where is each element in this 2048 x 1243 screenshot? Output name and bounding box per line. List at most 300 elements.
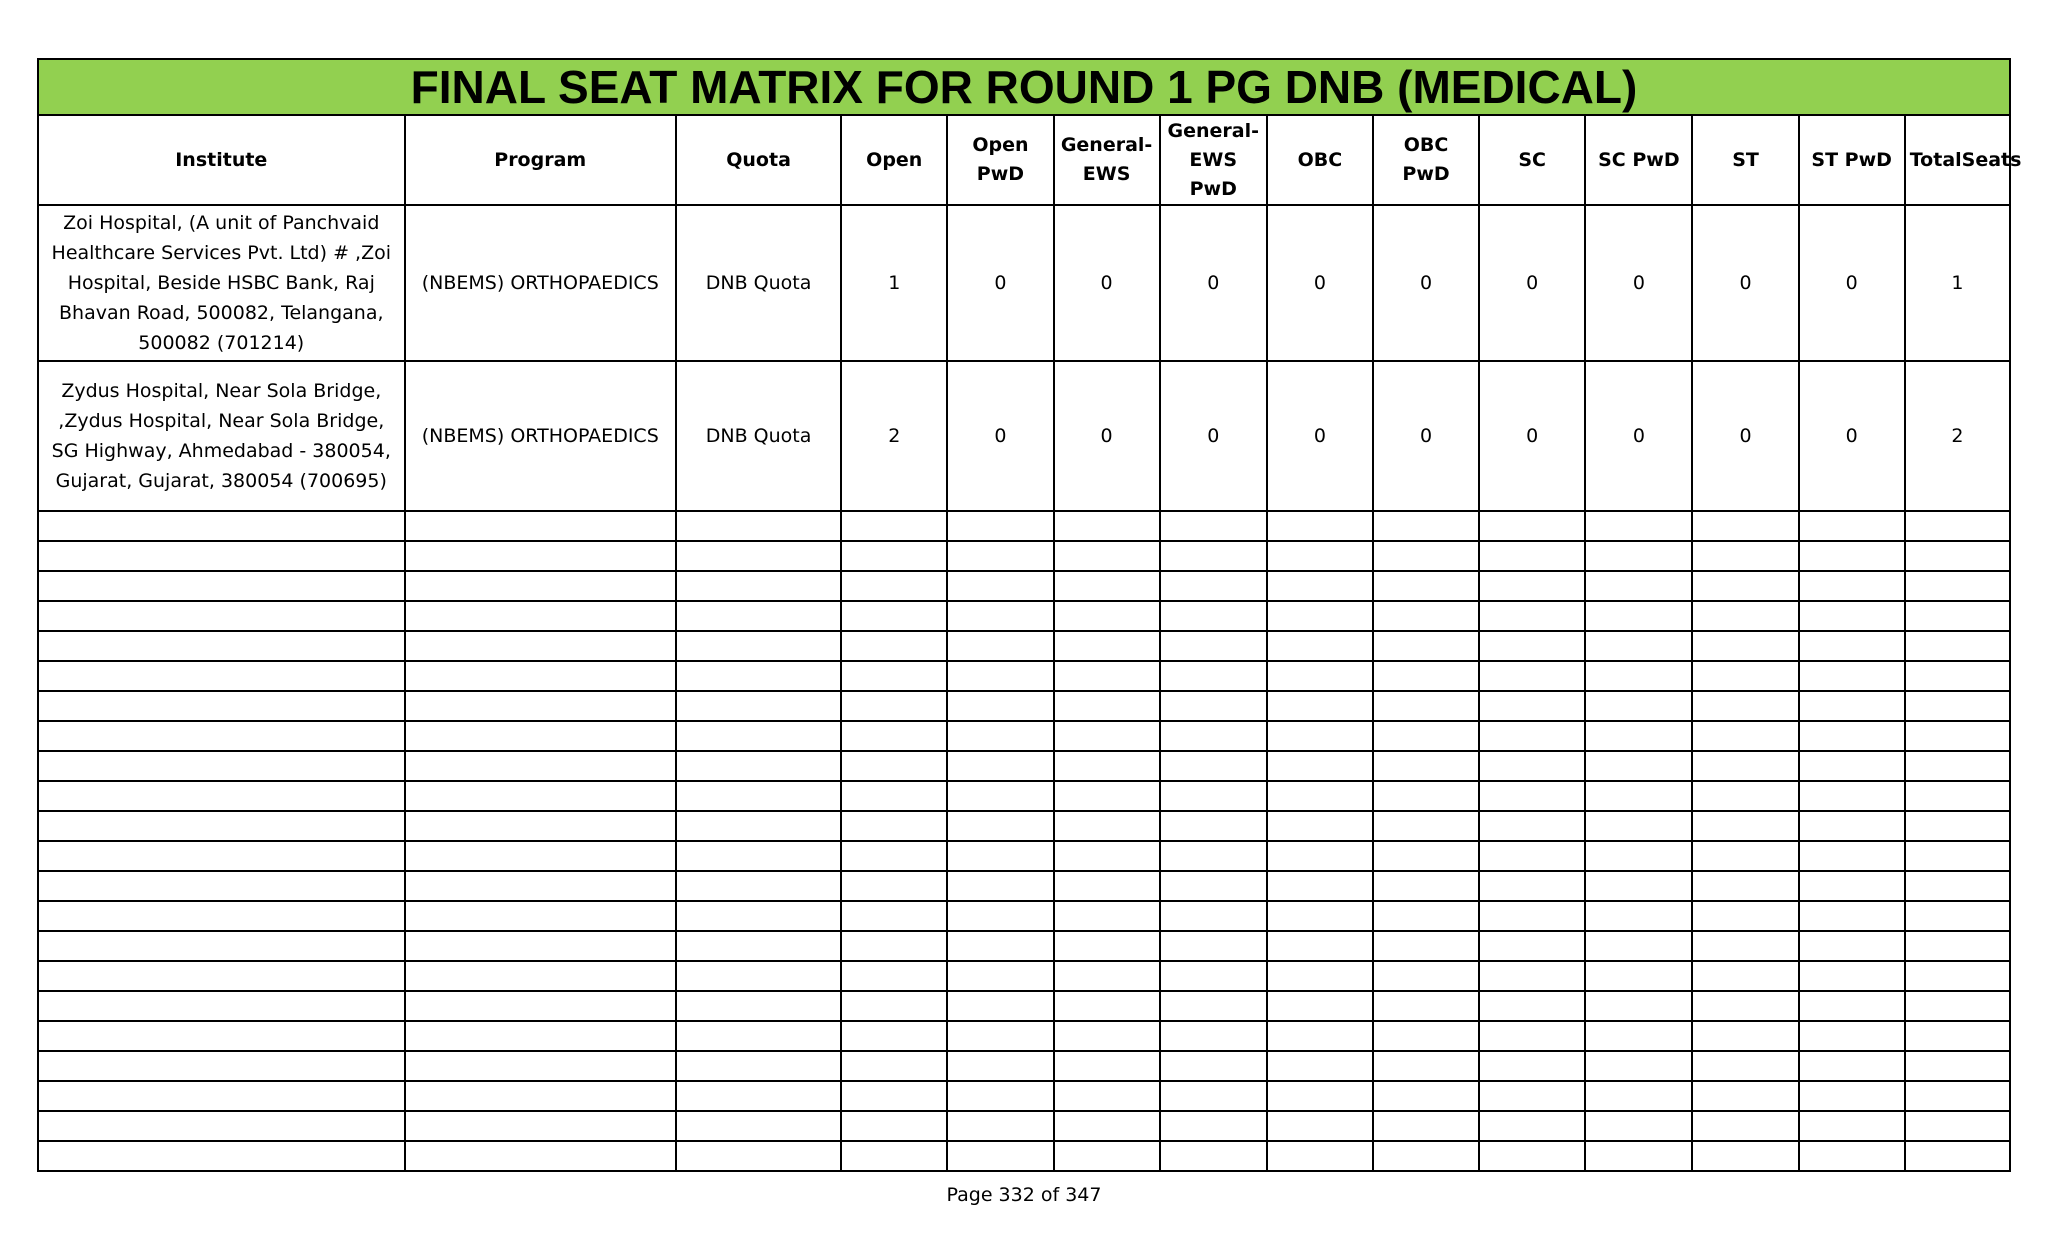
empty-table-row	[38, 991, 2010, 1021]
empty-table-row	[38, 781, 2010, 811]
empty-cell	[1054, 691, 1160, 721]
empty-cell	[1054, 601, 1160, 631]
empty-cell	[38, 811, 405, 841]
empty-cell	[676, 781, 841, 811]
empty-cell	[1585, 571, 1692, 601]
page-title: FINAL SEAT MATRIX FOR ROUND 1 PG DNB (MEDICAL)	[38, 59, 2010, 115]
empty-cell	[405, 991, 676, 1021]
empty-cell	[1054, 631, 1160, 661]
empty-cell	[1373, 541, 1479, 571]
column-header-obc: OBC	[1267, 115, 1373, 205]
empty-table-row	[38, 631, 2010, 661]
empty-cell	[1373, 601, 1479, 631]
empty-cell	[947, 781, 1053, 811]
quota-cell: DNB Quota	[676, 361, 841, 511]
empty-cell	[1905, 781, 2010, 811]
empty-cell	[1905, 691, 2010, 721]
empty-cell	[1479, 1111, 1585, 1141]
empty-cell	[841, 931, 947, 961]
empty-table-row	[38, 1021, 2010, 1051]
empty-cell	[38, 601, 405, 631]
empty-cell	[1585, 751, 1692, 781]
empty-cell	[676, 571, 841, 601]
empty-cell	[676, 871, 841, 901]
empty-cell	[841, 781, 947, 811]
empty-cell	[947, 661, 1053, 691]
empty-cell	[947, 1141, 1053, 1171]
empty-cell	[1692, 871, 1798, 901]
empty-cell	[1160, 1081, 1267, 1111]
empty-cell	[1905, 541, 2010, 571]
empty-cell	[1160, 721, 1267, 751]
empty-cell	[1585, 661, 1692, 691]
column-header-st-pwd: ST PwD	[1799, 115, 1905, 205]
empty-table-row	[38, 1141, 2010, 1171]
empty-cell	[676, 811, 841, 841]
empty-cell	[1160, 1051, 1267, 1081]
empty-cell	[1479, 811, 1585, 841]
empty-cell	[1905, 811, 2010, 841]
empty-cell	[841, 631, 947, 661]
empty-cell	[1054, 721, 1160, 751]
empty-cell	[1585, 721, 1692, 751]
empty-cell	[1585, 841, 1692, 871]
empty-cell	[676, 991, 841, 1021]
empty-cell	[1799, 631, 1905, 661]
empty-cell	[1267, 841, 1373, 871]
empty-cell	[1692, 901, 1798, 931]
column-header-institute: Institute	[38, 115, 405, 205]
empty-cell	[1905, 631, 2010, 661]
empty-cell	[1160, 991, 1267, 1021]
seat-matrix-table	[37, 58, 2022, 1172]
empty-cell	[1267, 991, 1373, 1021]
empty-cell	[1799, 991, 1905, 1021]
empty-cell	[841, 571, 947, 601]
st-cell: 0	[1692, 205, 1798, 361]
empty-cell	[841, 721, 947, 751]
empty-cell	[1267, 721, 1373, 751]
empty-cell	[38, 991, 405, 1021]
empty-cell	[1054, 511, 1160, 541]
general-ews-pwd-cell: 0	[1160, 205, 1267, 361]
empty-cell	[1267, 1021, 1373, 1051]
empty-cell	[1479, 841, 1585, 871]
empty-cell	[1692, 541, 1798, 571]
empty-cell	[1160, 931, 1267, 961]
empty-cell	[1479, 1141, 1585, 1171]
empty-cell	[1799, 661, 1905, 691]
empty-cell	[1267, 1051, 1373, 1081]
empty-cell	[947, 631, 1053, 661]
empty-cell	[1692, 811, 1798, 841]
empty-cell	[1799, 961, 1905, 991]
empty-cell	[1585, 511, 1692, 541]
empty-table-row	[38, 841, 2010, 871]
empty-cell	[1160, 1111, 1267, 1141]
empty-cell	[1905, 1021, 2010, 1051]
empty-table-row	[38, 931, 2010, 961]
empty-cell	[1054, 901, 1160, 931]
empty-cell	[1905, 511, 2010, 541]
empty-cell	[1267, 901, 1373, 931]
empty-cell	[947, 571, 1053, 601]
empty-cell	[1479, 571, 1585, 601]
general-ews-cell: 0	[1054, 205, 1160, 361]
st-pwd-cell: 0	[1799, 205, 1905, 361]
empty-cell	[1692, 1051, 1798, 1081]
empty-cell	[1267, 1081, 1373, 1111]
empty-cell	[841, 811, 947, 841]
empty-cell	[1799, 781, 1905, 811]
general-ews-cell: 0	[1054, 361, 1160, 511]
open-pwd-cell: 0	[947, 205, 1053, 361]
empty-cell	[1905, 1051, 2010, 1081]
empty-cell	[1160, 541, 1267, 571]
empty-cell	[676, 841, 841, 871]
empty-cell	[405, 931, 676, 961]
empty-table-row	[38, 961, 2010, 991]
empty-cell	[1479, 511, 1585, 541]
empty-cell	[1905, 751, 2010, 781]
empty-cell	[1054, 571, 1160, 601]
column-header-total-seats: TotalSeats	[1905, 115, 2010, 205]
empty-cell	[841, 1081, 947, 1111]
empty-cell	[676, 541, 841, 571]
general-ews-pwd-cell: 0	[1160, 361, 1267, 511]
empty-cell	[1905, 871, 2010, 901]
empty-cell	[1692, 1141, 1798, 1171]
empty-cell	[1585, 991, 1692, 1021]
empty-cell	[1585, 691, 1692, 721]
empty-cell	[1585, 781, 1692, 811]
empty-cell	[405, 601, 676, 631]
empty-cell	[405, 721, 676, 751]
empty-table-row	[38, 511, 2010, 541]
empty-cell	[1267, 631, 1373, 661]
empty-cell	[1585, 901, 1692, 931]
obc-cell: 0	[1267, 205, 1373, 361]
empty-cell	[1160, 871, 1267, 901]
empty-cell	[38, 781, 405, 811]
empty-cell	[1905, 1081, 2010, 1111]
empty-cell	[841, 991, 947, 1021]
open-pwd-cell: 0	[947, 361, 1053, 511]
empty-cell	[841, 541, 947, 571]
empty-cell	[1373, 781, 1479, 811]
empty-cell	[1585, 1081, 1692, 1111]
empty-cell	[405, 1111, 676, 1141]
obc-cell: 0	[1267, 361, 1373, 511]
empty-cell	[1905, 1141, 2010, 1171]
empty-cell	[1905, 601, 2010, 631]
empty-cell	[1373, 751, 1479, 781]
table-row	[38, 361, 2010, 511]
empty-cell	[1054, 991, 1160, 1021]
empty-cell	[1585, 1141, 1692, 1171]
quota-cell: DNB Quota	[676, 205, 841, 361]
empty-cell	[1054, 1051, 1160, 1081]
empty-cell	[1799, 751, 1905, 781]
empty-cell	[1799, 931, 1905, 961]
empty-cell	[947, 991, 1053, 1021]
empty-cell	[947, 901, 1053, 931]
empty-cell	[405, 571, 676, 601]
empty-cell	[38, 751, 405, 781]
column-header-general-ews-pwd: General-EWS PwD	[1160, 115, 1267, 205]
empty-table-row	[38, 811, 2010, 841]
open-cell: 1	[841, 205, 947, 361]
empty-cell	[1054, 661, 1160, 691]
empty-cell	[38, 1051, 405, 1081]
empty-cell	[1479, 691, 1585, 721]
empty-cell	[676, 1081, 841, 1111]
empty-cell	[1160, 691, 1267, 721]
empty-cell	[38, 871, 405, 901]
empty-cell	[947, 721, 1053, 751]
empty-cell	[676, 1051, 841, 1081]
empty-cell	[1692, 751, 1798, 781]
empty-cell	[405, 841, 676, 871]
empty-cell	[1799, 571, 1905, 601]
empty-cell	[405, 901, 676, 931]
obc-pwd-cell: 0	[1373, 361, 1479, 511]
empty-cell	[405, 961, 676, 991]
empty-cell	[1054, 811, 1160, 841]
empty-cell	[1160, 601, 1267, 631]
empty-cell	[38, 511, 405, 541]
empty-cell	[1373, 1051, 1479, 1081]
empty-cell	[947, 751, 1053, 781]
empty-cell	[1905, 961, 2010, 991]
empty-cell	[1373, 811, 1479, 841]
total-seats-cell: 1	[1905, 205, 2010, 361]
empty-cell	[1267, 571, 1373, 601]
empty-cell	[841, 691, 947, 721]
empty-cell	[1692, 841, 1798, 871]
empty-cell	[1905, 571, 2010, 601]
empty-cell	[1479, 541, 1585, 571]
empty-cell	[1799, 811, 1905, 841]
empty-cell	[841, 751, 947, 781]
empty-table-row	[38, 1111, 2010, 1141]
empty-cell	[841, 1051, 947, 1081]
empty-cell	[947, 811, 1053, 841]
empty-cell	[405, 661, 676, 691]
empty-cell	[947, 841, 1053, 871]
empty-cell	[1373, 1111, 1479, 1141]
obc-pwd-cell: 0	[1373, 205, 1479, 361]
empty-cell	[1267, 661, 1373, 691]
seat-matrix-sheet	[37, 58, 2022, 1172]
empty-cell	[1267, 931, 1373, 961]
empty-cell	[1267, 961, 1373, 991]
column-header-obc-pwd: OBC PwD	[1373, 115, 1479, 205]
empty-cell	[1160, 841, 1267, 871]
page-number: Page 332 of 347	[946, 1184, 1102, 1206]
empty-cell	[1373, 931, 1479, 961]
empty-cell	[1054, 1081, 1160, 1111]
empty-cell	[676, 1021, 841, 1051]
empty-cell	[38, 571, 405, 601]
empty-cell	[1373, 871, 1479, 901]
empty-cell	[1479, 661, 1585, 691]
empty-cell	[1692, 601, 1798, 631]
empty-cell	[405, 751, 676, 781]
empty-cell	[1692, 961, 1798, 991]
column-header-sc: SC	[1479, 115, 1585, 205]
empty-cell	[1054, 781, 1160, 811]
empty-cell	[1692, 1111, 1798, 1141]
empty-cell	[676, 961, 841, 991]
empty-cell	[947, 1081, 1053, 1111]
empty-cell	[1799, 1111, 1905, 1141]
institute-cell: Zoi Hospital, (A unit of Panchvaid Healthcare Services Pvt. Ltd) # ,Zoi Hospital, Beside HSBC Bank, Raj Bhavan Road, 500082, Telangana, 500082 (701214)	[38, 205, 405, 361]
column-header-open: Open	[841, 115, 947, 205]
empty-cell	[1373, 841, 1479, 871]
empty-cell	[1692, 1081, 1798, 1111]
empty-cell	[405, 1141, 676, 1171]
empty-cell	[1799, 601, 1905, 631]
empty-cell	[1054, 1021, 1160, 1051]
empty-cell	[947, 1051, 1053, 1081]
empty-cell	[841, 961, 947, 991]
column-header-open-pwd: Open PwD	[947, 115, 1053, 205]
empty-cell	[1160, 1141, 1267, 1171]
empty-cell	[1160, 751, 1267, 781]
empty-cell	[1692, 931, 1798, 961]
empty-cell	[1692, 661, 1798, 691]
empty-cell	[1905, 991, 2010, 1021]
empty-cell	[676, 901, 841, 931]
column-header-sc-pwd: SC PwD	[1585, 115, 1692, 205]
sc-cell: 0	[1479, 205, 1585, 361]
empty-table-row	[38, 901, 2010, 931]
empty-cell	[1160, 1021, 1267, 1051]
empty-cell	[405, 871, 676, 901]
empty-cell	[1267, 811, 1373, 841]
empty-cell	[1373, 691, 1479, 721]
empty-cell	[1692, 631, 1798, 661]
empty-cell	[1799, 541, 1905, 571]
empty-cell	[676, 691, 841, 721]
empty-cell	[1373, 631, 1479, 661]
empty-cell	[1479, 931, 1585, 961]
empty-cell	[1799, 1081, 1905, 1111]
empty-cell	[405, 541, 676, 571]
empty-cell	[1799, 841, 1905, 871]
empty-cell	[1373, 1081, 1479, 1111]
st-cell: 0	[1692, 361, 1798, 511]
empty-cell	[947, 871, 1053, 901]
empty-cell	[405, 1021, 676, 1051]
empty-cell	[1692, 781, 1798, 811]
empty-cell	[1479, 1021, 1585, 1051]
header-row	[38, 115, 2010, 205]
empty-cell	[405, 631, 676, 661]
empty-cell	[1160, 811, 1267, 841]
empty-table-row	[38, 1081, 2010, 1111]
empty-cell	[947, 511, 1053, 541]
empty-cell	[1267, 1141, 1373, 1171]
empty-cell	[841, 661, 947, 691]
empty-table-row	[38, 871, 2010, 901]
empty-cell	[947, 601, 1053, 631]
empty-cell	[676, 751, 841, 781]
empty-cell	[1160, 511, 1267, 541]
empty-cell	[1054, 1141, 1160, 1171]
empty-cell	[1373, 1141, 1479, 1171]
empty-cell	[947, 691, 1053, 721]
empty-cell	[1585, 601, 1692, 631]
empty-cell	[1479, 781, 1585, 811]
empty-cell	[38, 841, 405, 871]
column-header-program: Program	[405, 115, 676, 205]
empty-cell	[1160, 661, 1267, 691]
empty-cell	[1160, 961, 1267, 991]
empty-cell	[1054, 961, 1160, 991]
empty-cell	[1160, 901, 1267, 931]
sc-cell: 0	[1479, 361, 1585, 511]
empty-cell	[1054, 751, 1160, 781]
column-header-general-ews: General-EWS	[1054, 115, 1160, 205]
empty-cell	[1373, 511, 1479, 541]
empty-cell	[1267, 1111, 1373, 1141]
empty-cell	[405, 781, 676, 811]
empty-cell	[676, 511, 841, 541]
empty-cell	[676, 601, 841, 631]
empty-cell	[1054, 841, 1160, 871]
empty-cell	[1799, 871, 1905, 901]
empty-cell	[1373, 1021, 1479, 1051]
empty-cell	[1373, 661, 1479, 691]
empty-cell	[1054, 1111, 1160, 1141]
empty-table-row	[38, 661, 2010, 691]
empty-cell	[405, 691, 676, 721]
empty-cell	[1799, 691, 1905, 721]
empty-cell	[1054, 871, 1160, 901]
empty-cell	[1479, 631, 1585, 661]
total-seats-cell: 2	[1905, 361, 2010, 511]
empty-cell	[1799, 901, 1905, 931]
open-cell: 2	[841, 361, 947, 511]
institute-cell: Zydus Hospital, Near Sola Bridge, ,Zydus Hospital, Near Sola Bridge, SG Highway, Ahmedabad - 380054, Gujarat, Gujarat, 380054 (700695)	[38, 361, 405, 511]
empty-cell	[1479, 961, 1585, 991]
empty-cell	[1692, 721, 1798, 751]
empty-cell	[1267, 601, 1373, 631]
empty-cell	[38, 661, 405, 691]
empty-cell	[405, 811, 676, 841]
empty-cell	[1267, 781, 1373, 811]
empty-cell	[1373, 901, 1479, 931]
empty-cell	[1479, 991, 1585, 1021]
empty-cell	[676, 931, 841, 961]
empty-cell	[1373, 991, 1479, 1021]
empty-cell	[1799, 511, 1905, 541]
empty-cell	[1479, 721, 1585, 751]
empty-cell	[1799, 1021, 1905, 1051]
empty-cell	[676, 661, 841, 691]
column-header-quota: Quota	[676, 115, 841, 205]
empty-cell	[38, 1141, 405, 1171]
empty-cell	[841, 511, 947, 541]
empty-cell	[1373, 721, 1479, 751]
empty-cell	[1905, 661, 2010, 691]
empty-cell	[38, 961, 405, 991]
empty-cell	[1905, 901, 2010, 931]
empty-cell	[1905, 721, 2010, 751]
empty-table-row	[38, 571, 2010, 601]
